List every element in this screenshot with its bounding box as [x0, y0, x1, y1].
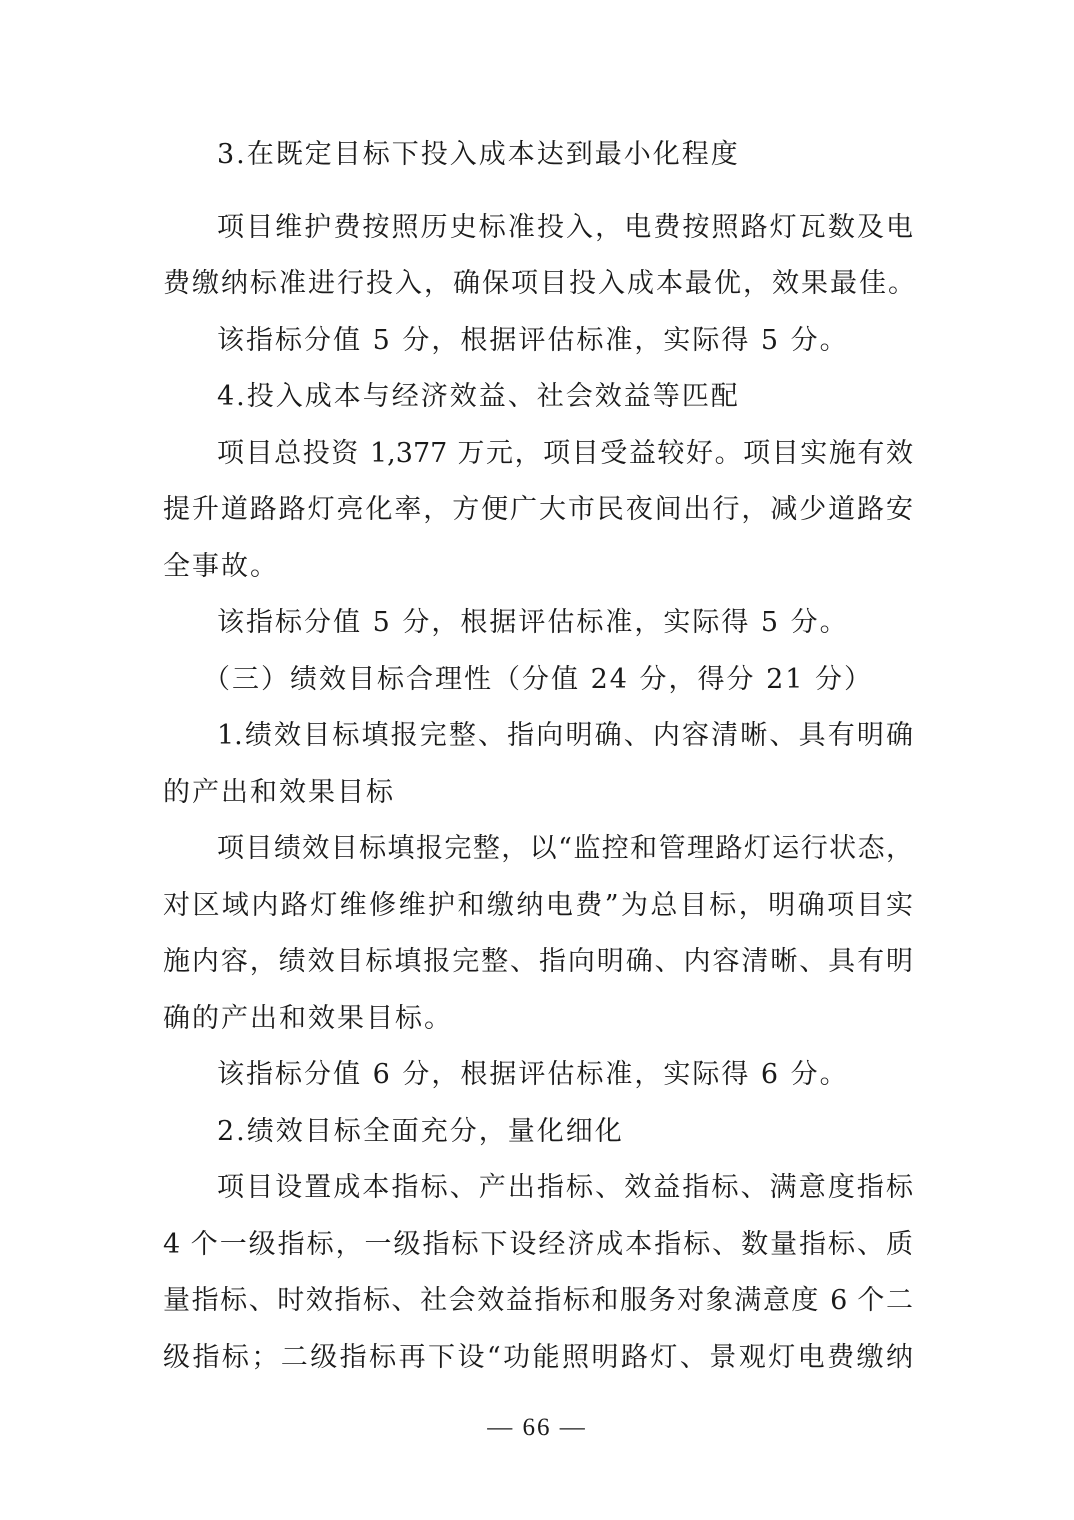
- text-line: 项目设置成本指标、产出指标、效益指标、满意度指标: [217, 1172, 913, 1203]
- paragraph: [163, 369, 913, 426]
- paragraph: [163, 1047, 913, 1104]
- paragraph: [163, 595, 913, 652]
- page-number: — 66 —: [487, 1414, 587, 1441]
- paragraph: [163, 426, 913, 596]
- section-heading: 的产出和效果目标: [163, 776, 395, 808]
- paragraph: [163, 1160, 913, 1386]
- section-heading: 1.绩效目标填报完整、指向明确、内容清晰、具有明确: [217, 720, 913, 751]
- paragraph: [163, 200, 917, 313]
- score-line: 该指标分值 6 分，根据评估标准，实际得 6 分。: [217, 1059, 849, 1090]
- paragraph: [163, 652, 913, 709]
- text-line: 4 个一级指标，一级指标下设经济成本指标、数量指标、质: [163, 1228, 913, 1260]
- paragraph: [163, 708, 913, 821]
- text-line: 确的产出和效果目标。: [163, 1002, 453, 1034]
- text-line: 对区域内路灯维修维护和缴纳电费”为总目标，明确项目实: [163, 889, 913, 921]
- section-heading: 2.绩效目标全面充分，量化细化: [217, 1115, 624, 1147]
- score-line: 该指标分值 5 分，根据评估标准，实际得 5 分。: [217, 607, 849, 638]
- paragraph: [163, 1104, 913, 1161]
- text-line: 项目维护费按照历史标准投入，电费按照路灯瓦数及电: [217, 211, 913, 243]
- document-body: [163, 127, 917, 1386]
- text-line: 费缴纳标准进行投入，确保项目投入成本最优，效果最佳。: [163, 268, 917, 299]
- section-heading: 3.在既定目标下投入成本达到最小化程度: [217, 139, 740, 170]
- subsection-heading: （三）绩效目标合理性（分值 24 分，得分 21 分）: [203, 663, 874, 695]
- text-line: 级指标；二级指标再下设“功能照明路灯、景观灯电费缴纳: [163, 1341, 913, 1373]
- text-line: 施内容，绩效目标填报完整、指向明确、内容清晰、具有明: [163, 946, 913, 977]
- text-line: 项目总投资 1,377 万元，项目受益较好。项目实施有效: [217, 437, 913, 469]
- section-heading: 4.投入成本与经济效益、社会效益等匹配: [217, 381, 740, 412]
- text-line: 项目绩效目标填报完整，以“监控和管理路灯运行状态，: [217, 833, 913, 864]
- text-line: 全事故。: [163, 550, 279, 582]
- paragraph: [163, 313, 913, 370]
- text-line: 量指标、时效指标、社会效益指标和服务对象满意度 6 个二: [163, 1285, 913, 1316]
- score-line: 该指标分值 5 分，根据评估标准，实际得 5 分。: [217, 324, 849, 356]
- text-line: 提升道路路灯亮化率，方便广大市民夜间出行，减少道路安: [163, 494, 913, 525]
- paragraph: [163, 821, 913, 1047]
